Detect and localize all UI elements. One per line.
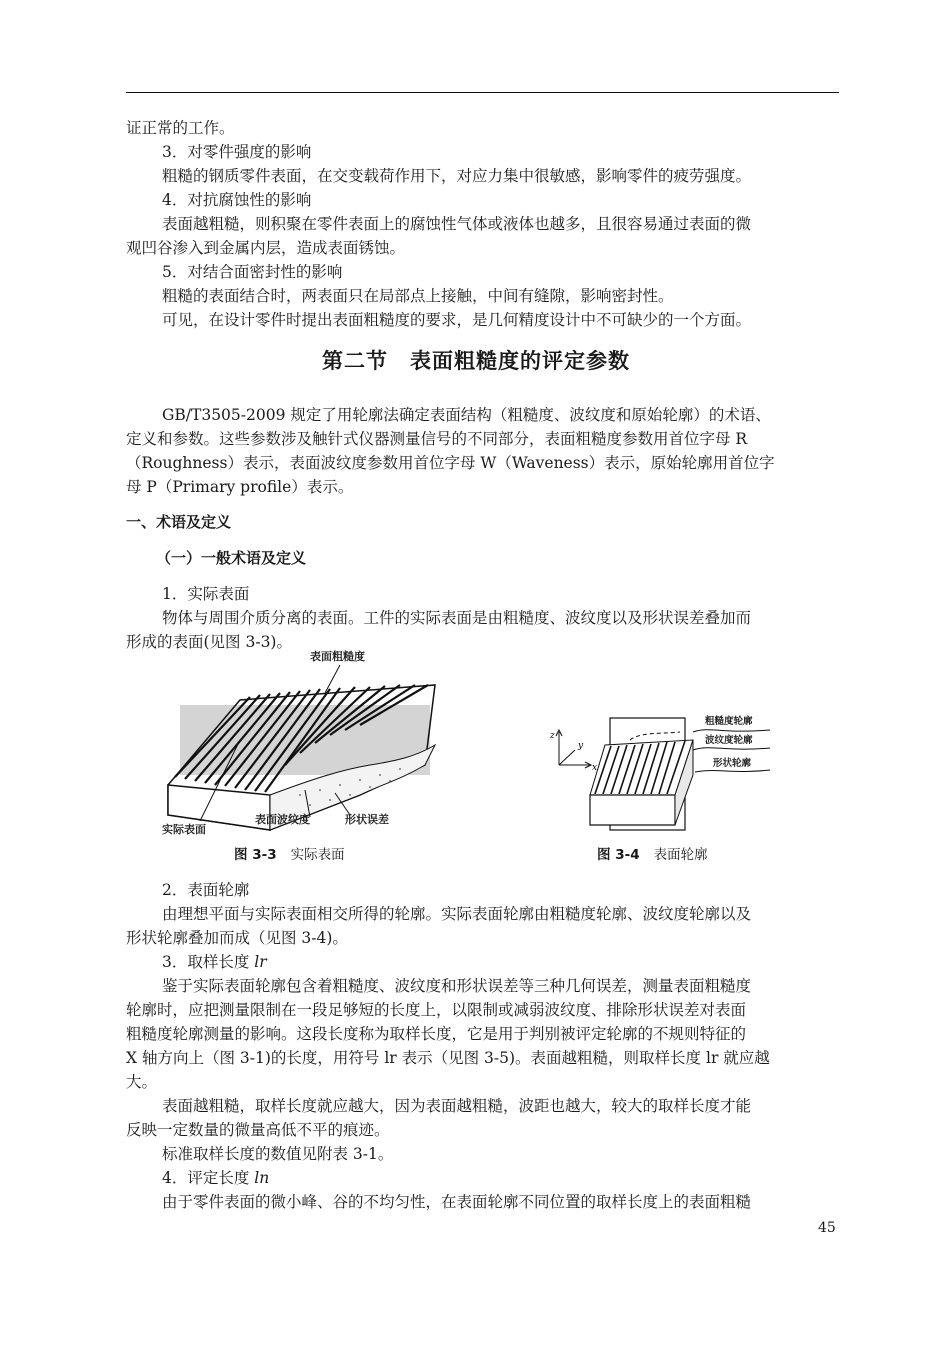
caption-number: 图 3-3	[234, 847, 277, 863]
intro-line: 定义和参数。这些参数涉及触针式仪器测量信号的不同部分，表面粗糙度参数用首位字母 R	[126, 430, 748, 448]
text-line: 观凹谷渗入到金属内层，造成表面锈蚀。	[126, 239, 406, 257]
label-waviness-profile: 波纹度轮廓	[705, 735, 753, 746]
text-line: X 轴方向上（图 3-1)的长度，用符号 lr 表示（见图 3-5)。表面越粗糙，则取样长度 lr 就应越	[126, 1049, 770, 1067]
caption-text: 表面轮廓	[653, 847, 708, 863]
label-surface-roughness: 表面粗糙度	[310, 650, 365, 663]
figure-3-3-caption	[234, 843, 345, 863]
heading-level1: 一、术语及定义	[126, 513, 232, 531]
text-line: 鉴于实际表面轮廓包含着粗糙度、波纹度和形状误差等三种几何误差，测量表面粗糙度	[162, 977, 752, 995]
text-line: 粗糙度轮廓测量的影响。这段长度称为取样长度，它是用于判别被评定轮廓的不规则特征的	[126, 1025, 747, 1043]
text-line: 轮廓时，应把测量限制在一段足够短的长度上，以限制或减弱波纹度、排除形状误差对表面	[126, 1001, 747, 1019]
text-line: 表面越粗糙，取样长度就应越大，因为表面越粗糙，波距也越大，较大的取样长度才能	[162, 1097, 752, 1115]
text-line: 大。	[126, 1073, 158, 1091]
text-line: 表面越粗糙，则积聚在零件表面上的腐蚀性气体或液体也越多，且很容易通过表面的微	[162, 215, 752, 233]
page-number: 45	[818, 1220, 836, 1236]
label-shape-profile: 形状轮廓	[713, 758, 752, 769]
text-line: 反映一定数量的微量高低不平的痕迹。	[126, 1121, 390, 1139]
item-heading	[126, 950, 839, 974]
item-heading-text: 3．取样长度	[162, 953, 255, 971]
text-line: 粗糙的钢质零件表面，在交变载荷作用下，对应力集中很敏感，影响零件的疲劳强度。	[162, 167, 752, 185]
axis-z: z	[550, 731, 555, 741]
text-line: 粗糙的表面结合时，两表面只在局部点上接触，中间有缝隙，影响密封性。	[162, 287, 674, 305]
axis-y: y	[578, 741, 584, 751]
text-line: 形状轮廓叠加而成（见图 3-4)。	[126, 929, 348, 947]
heading-level2: （一）一般术语及定义	[156, 549, 307, 567]
text-line: 可见，在设计零件时提出表面粗糙度的要求，是几何精度设计中不可缺少的一个方面。	[162, 311, 752, 329]
label-surface-waviness: 表面波纹度	[255, 813, 310, 826]
text-line: 证正常的工作。	[126, 119, 235, 137]
label-shape-error: 形状误差	[345, 813, 389, 826]
symbol-lr: lr	[254, 953, 267, 971]
item-heading	[126, 1166, 839, 1190]
text-line: 形成的表面(见图 3-3)。	[126, 633, 292, 651]
item-heading: 1．实际表面	[162, 585, 250, 603]
item-heading: 5．对结合面密封性的影响	[162, 263, 343, 281]
item-heading-text: 4．评定长度	[162, 1169, 255, 1187]
text-line: 由于零件表面的微小峰、谷的不均匀性，在表面轮廓不同位置的取样长度上的表面粗糙	[162, 1193, 752, 1211]
text-line: 由理想平面与实际表面相交所得的轮廓。实际表面轮廓由粗糙度轮廓、波纹度轮廓以及	[162, 905, 752, 923]
section-title: 第二节 表面粗糙度的评定参数	[322, 349, 630, 373]
intro-line: （Roughness）表示，表面波纹度参数用首位字母 W（Waveness）表示，原始轮廓用首位字	[126, 454, 775, 472]
intro-line: 母 P（Primary profile）表示。	[126, 478, 354, 496]
header-rule	[126, 92, 839, 93]
caption-text: 实际表面	[290, 847, 345, 863]
figure-3-4-caption	[597, 843, 708, 863]
label-actual-surface: 实际表面	[162, 823, 206, 836]
axis-x: x	[592, 763, 598, 773]
item-heading: 4．对抗腐蚀性的影响	[162, 191, 312, 209]
figure-actual-surface	[160, 645, 450, 840]
symbol-ln: ln	[254, 1169, 270, 1187]
item-heading: 3．对零件强度的影响	[162, 143, 312, 161]
intro-line: GB/T3505-2009 规定了用轮廓法确定表面结构（粗糙度、波纹度和原始轮廓）的术语、	[162, 406, 771, 424]
item-heading: 2．表面轮廓	[162, 881, 250, 899]
label-roughness-profile: 粗糙度轮廓	[705, 716, 753, 727]
text-line: 物体与周围介质分离的表面。工件的实际表面是由粗糙度、波纹度以及形状误差叠加而	[162, 609, 752, 627]
text-line: 标准取样长度的数值见附表 3-1。	[162, 1145, 394, 1163]
figure-surface-profile	[545, 710, 775, 840]
caption-number: 图 3-4	[597, 847, 640, 863]
